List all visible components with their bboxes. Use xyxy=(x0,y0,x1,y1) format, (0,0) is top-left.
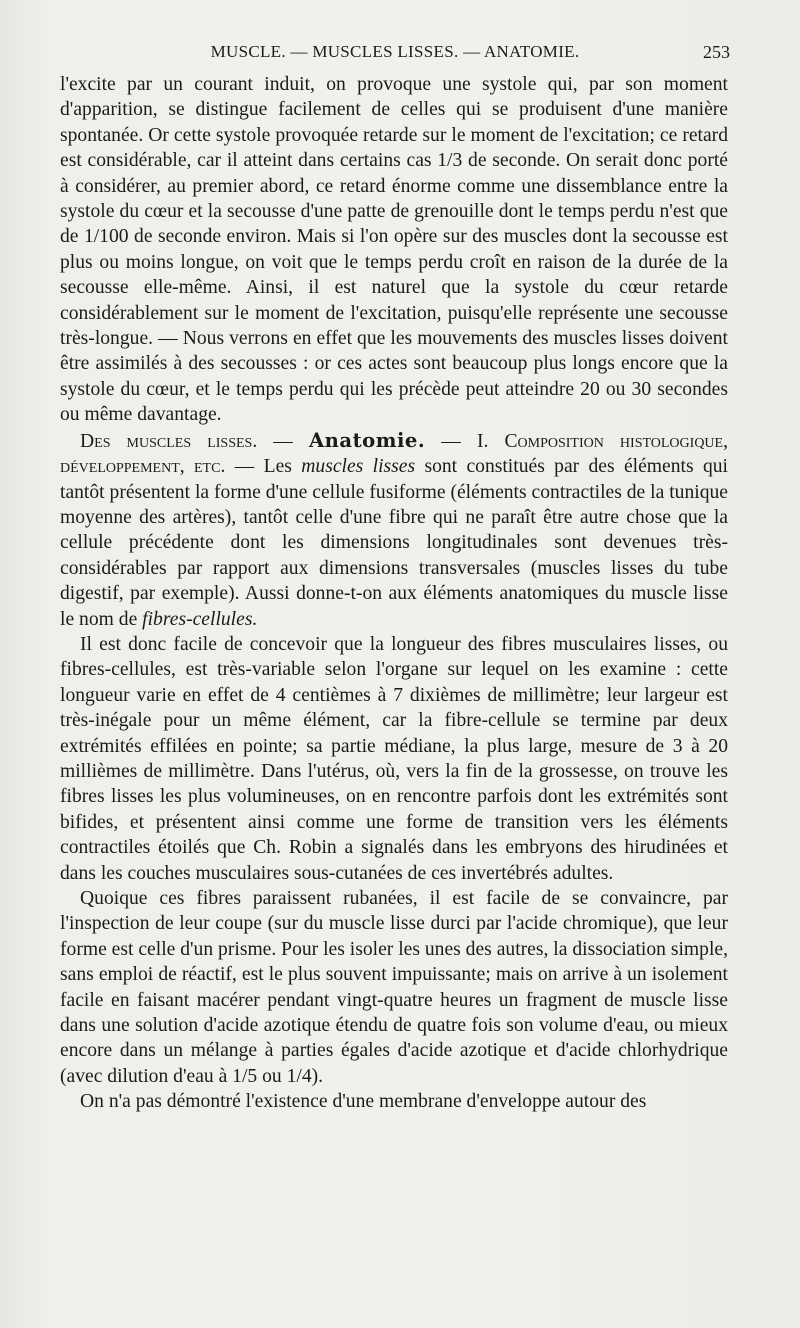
p2-text-before: Les xyxy=(263,456,292,478)
page-header xyxy=(60,40,730,68)
term-muscles-lisses: muscles lisses xyxy=(301,456,416,478)
anatomie-heading: Anatomie. xyxy=(308,428,426,452)
paragraph-5: On n'a pas démontré l'existence d'une membrane d'enveloppe autour des xyxy=(80,1091,647,1113)
page-number: 253 xyxy=(703,42,730,62)
section-title: Des muscles lisses. — xyxy=(80,430,293,452)
paragraph-3: Il est donc facile de concevoir que la longueur des fibres musculaires lisses, ou fibres-cellules, est très-variable selon l'organe sur lequel on les examine : cette longueur varie en effet de 4 centièmes à 7 dixièmes de millimètre; leur largeur est très-inégale pour un même élément, car la fibre-cellule se termine par deux extrémités effilées en pointe; sa partie médiane, la plus large, mesure de 3 à 20 millièmes de millimètre. Dans l'utérus, où, vers la fin de la grossesse, on trouve les fibres lisses les plus volumineuses, on en rencontre parfois dont les extrémités sont bifides, et présentent ainsi comme une forme de transition vers les éléments contractiles étoilés que Ch. Robin a signalés dans les embryons des hirudinées et dans les couches musculaires sous-cutanées de ces invertébrés adultes. xyxy=(60,633,728,884)
term-fibres-cellules: fibres-cellules. xyxy=(142,608,258,630)
running-head: MUSCLE. — MUSCLES LISSES. — ANATOMIE. xyxy=(210,42,580,61)
paragraph-2 xyxy=(60,428,728,632)
subsection-title: — I. Composition histologique, développement, etc. — xyxy=(60,430,728,478)
body-text xyxy=(60,72,728,1115)
paragraph-1: l'excite par un courant induit, on provoque une systole qui, par son moment d'apparition, se distingue facilement de celles qui se produisent d'une manière spontanée. Or cette systole provoquée retarde sur le moment de l'excitation; ce retard est considérable, car il atteint dans certains cas 1/3 de seconde. On serait donc porté à considérer, au premier abord, ce retard énorme comme une dissemblance entre la systole du cœur et la secousse d'une patte de grenouille dont le temps perdu n'est que de 1/100 de seconde environ. Mais si l'on opère sur des muscles dont la secousse est plus ou moins longue, on voit que le temps perdu croît en raison de la durée de la secousse elle-même. Ainsi, il est naturel que la systole du cœur retarde considérablement sur le moment de l'excitation, puisqu'elle représente une secousse très-longue. — Nous verrons en effet que les mouvements des muscles lisses doivent être assimilés à des secousses : or ces actes sont beaucoup plus longs encore que la systole du cœur, et le temps perdu qui les précède peut atteindre 20 ou 30 secondes ou même davantage. xyxy=(60,74,728,426)
p2-text-middle: sont constitués par des éléments qui tantôt présentent la forme d'une cellule fusiforme (éléments contractiles de la tunique moyenne des artères), tantôt celle d'une fibre qui ne paraît être autre chose que la cellule précédente dont les dimensions longitudinales sont devenues très-considérables par rapport aux dimensions transversales (muscles lisses du tube digestif, par exemple). Aussi donne-t-on aux éléments anatomiques du muscle lisse le nom de xyxy=(60,456,728,630)
paragraph-4: Quoique ces fibres paraissent rubanées, il est facile de se convaincre, par l'inspection de leur coupe (sur du muscle lisse durci par l'acide chromique), que leur forme est celle d'un prisme. Pour les isoler les unes des autres, la dissociation simple, sans emploi de réactif, est le plus souvent impuissante; mais on arrive à un isolement facile en faisant macérer pendant vingt-quatre heures un fragment de muscle lisse dans une solution d'acide azotique étendu de quatre fois son volume d'eau, ou mieux encore dans un mélange à parties égales d'acide azotique et d'acide chlorhydrique (avec dilution d'eau à 1/5 ou 1/4). xyxy=(60,888,728,1087)
